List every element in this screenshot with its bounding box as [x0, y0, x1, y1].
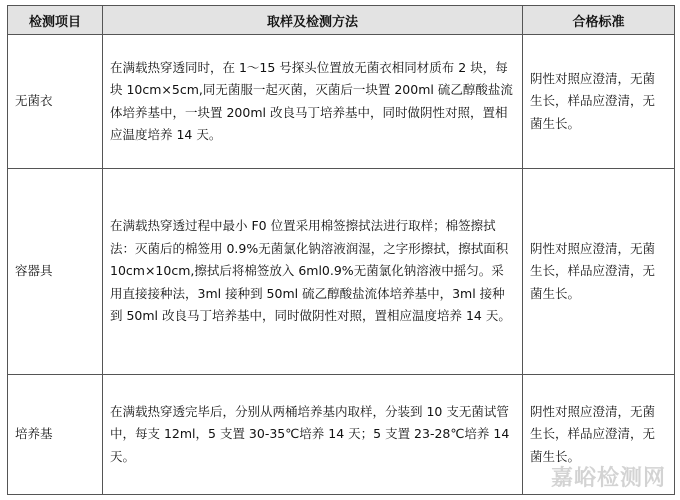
item-cell: 容器具 [8, 169, 103, 375]
watermark-logo: 嘉峪检测网 [550, 466, 666, 491]
header-inspection-item: 检测项目 [8, 6, 103, 35]
item-cell: 培养基 [8, 375, 103, 495]
item-cell: 无菌衣 [8, 35, 103, 169]
method-cell: 在满载热穿透完毕后，分别从两桶培养基内取样，分装到 10 支无菌试管中，每支 12ml，5 支置 30-35℃培养 14 天；5 支置 23-28℃培养 14 天。 [103, 375, 523, 495]
standard-cell: 阴性对照应澄清，无菌生长，样品应澄清，无菌生长。 [523, 169, 675, 375]
table-row [8, 375, 675, 495]
table-row [8, 169, 675, 375]
method-cell: 在满载热穿透过程中最小 F0 位置采用棉签擦拭法进行取样；棉签擦拭法：灭菌后的棉签用 0.9%无菌氯化钠溶液润湿，之字形擦拭，擦拭面积 10cm×10cm,擦拭后将棉签放入 6ml0.9%无菌氯化钠溶液中摇匀。采用直接接种法，3ml 接种到 50ml 硫乙醇酸盐流体培养基中，3ml 接种到 50ml 改良马丁培养基中，同时做阴性对照，置相应温度培养 14 天。 [103, 169, 523, 375]
inspection-table [7, 5, 675, 495]
table-row [8, 35, 675, 169]
header-sampling-method: 取样及检测方法 [103, 6, 523, 35]
standard-cell: 阴性对照应澄清，无菌生长，样品应澄清，无菌生长。 [523, 35, 675, 169]
method-cell: 在满载热穿透同时，在 1～15 号探头位置放无菌衣相同材质布 2 块，每块 10cm×5cm,同无菌服一起灭菌，灭菌后一块置 200ml 硫乙醇酸盐流体培养基中，一块置 200ml 改良马丁培养基中，同时做阴性对照，置相应温度培养 14 天。 [103, 35, 523, 169]
header-row [8, 6, 675, 35]
header-acceptance-criteria: 合格标准 [523, 6, 675, 35]
standard-cell: 阴性对照应澄清，无菌生长，样品应澄清，无菌生长。 [523, 375, 675, 495]
